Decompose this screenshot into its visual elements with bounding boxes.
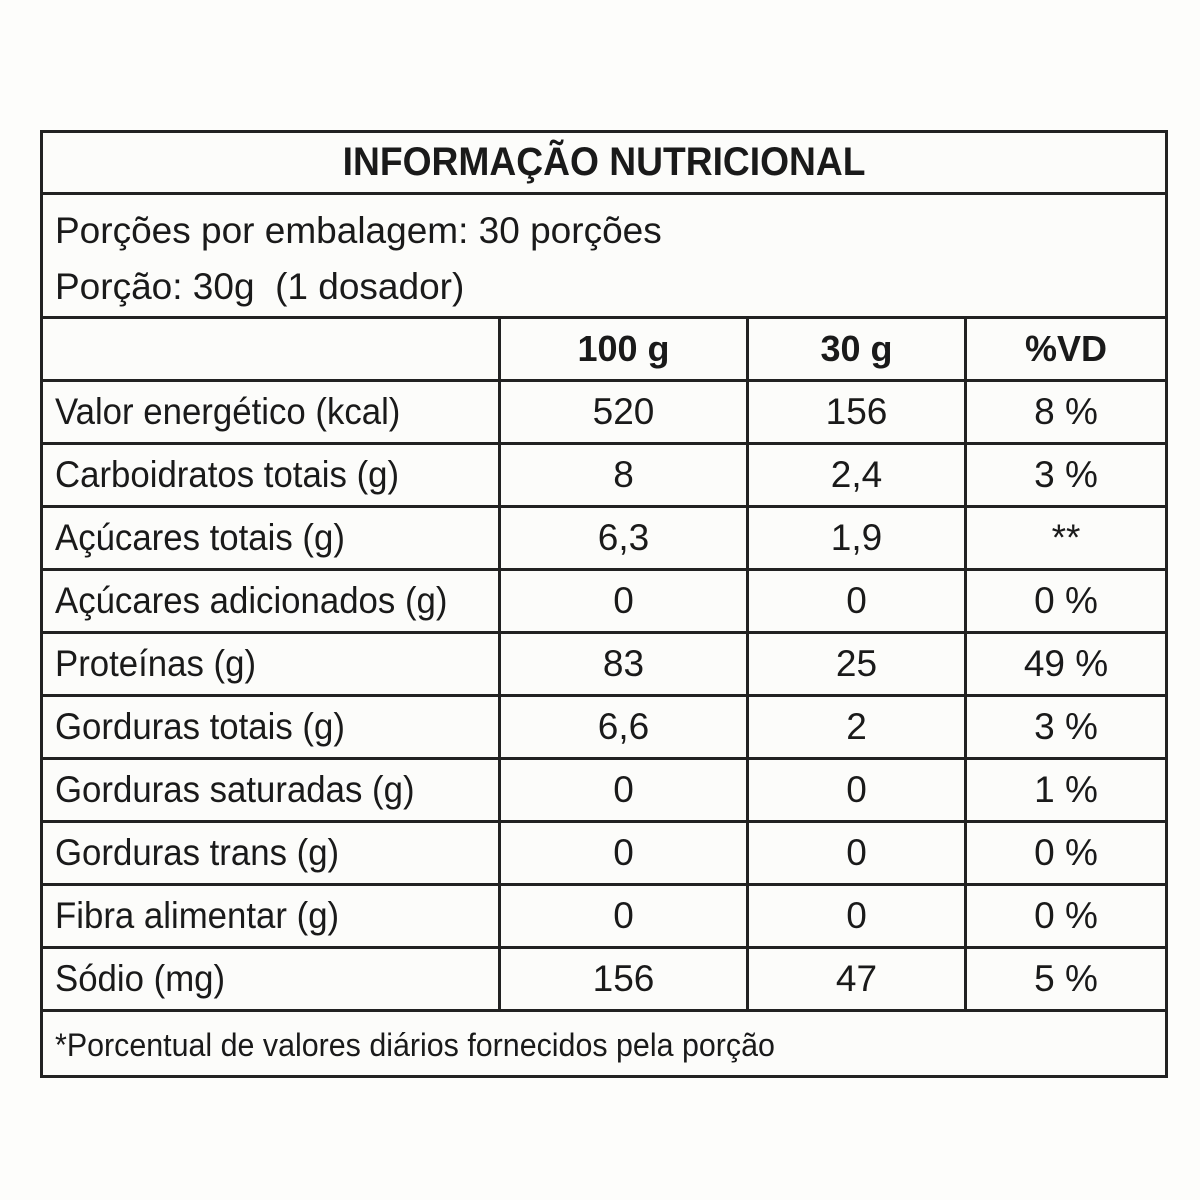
portion-info — [43, 195, 1165, 319]
table-row — [43, 697, 1165, 760]
value-dv: 0 % — [1034, 832, 1098, 873]
header-dv: %VD — [1024, 328, 1108, 369]
value-per-30g: 25 — [749, 634, 967, 694]
value-dv: 1 % — [1034, 769, 1098, 810]
nutrient-name-text: Gorduras trans (g) — [55, 832, 340, 873]
value-per-100g: 0 — [501, 823, 749, 883]
value-dv: 49 % — [1023, 643, 1109, 684]
value-per-30g: 0 — [749, 571, 967, 631]
serving-size: Porção: 30g (1 dosador) — [55, 266, 465, 307]
value-dv: ** — [1051, 517, 1081, 558]
value-per-30g: 156 — [749, 382, 967, 442]
value-per-30g: 47 — [749, 949, 967, 1009]
nutrient-name-text: Gorduras saturadas (g) — [55, 769, 415, 810]
table-row — [43, 760, 1165, 823]
nutrient-name — [43, 760, 501, 820]
header-per-100g: 100 g — [501, 319, 749, 379]
value-per-100g: 6,3 — [501, 508, 749, 568]
nutrient-name — [43, 445, 501, 505]
value-dv: 5 % — [1034, 958, 1098, 999]
nutrient-name — [43, 823, 501, 883]
nutrient-name-text: Gorduras totais (g) — [55, 706, 345, 747]
nutrient-name — [43, 634, 501, 694]
nutrient-name — [43, 697, 501, 757]
servings-per-package: Porções por embalagem: 30 porções — [55, 210, 662, 251]
nutrient-name — [43, 949, 501, 1009]
nutrient-name — [43, 571, 501, 631]
header-nutrient — [43, 319, 501, 379]
table-row — [43, 382, 1165, 445]
value-dv: 3 % — [1034, 706, 1098, 747]
value-dv: 8 % — [1034, 391, 1098, 432]
title-row — [43, 133, 1165, 195]
table-header-row — [43, 319, 1165, 382]
value-per-100g: 0 — [501, 571, 749, 631]
footnote-row — [43, 1015, 1165, 1075]
nutrient-name-text: Sódio (mg) — [55, 958, 226, 999]
value-per-30g: 0 — [749, 886, 967, 946]
value-per-100g: 0 — [501, 760, 749, 820]
value-dv: 0 % — [1034, 580, 1098, 621]
table-row — [43, 949, 1165, 1012]
footnote: *Porcentual de valores diários fornecidos pela porção — [55, 1026, 775, 1063]
nutrient-name-text: Açúcares totais (g) — [55, 517, 345, 558]
nutrient-name-text: Valor energético (kcal) — [55, 391, 401, 432]
value-per-30g: 2 — [749, 697, 967, 757]
label-title: INFORMAÇÃO NUTRICIONAL — [342, 140, 866, 184]
nutrient-name-text: Fibra alimentar (g) — [55, 895, 340, 936]
nutrient-name — [43, 886, 501, 946]
value-per-30g: 0 — [749, 823, 967, 883]
nutrition-facts-label — [40, 130, 1168, 1078]
value-per-100g: 0 — [501, 886, 749, 946]
value-per-100g: 8 — [501, 445, 749, 505]
value-per-100g: 156 — [501, 949, 749, 1009]
value-per-100g: 83 — [501, 634, 749, 694]
header-per-30g: 30 g — [749, 319, 967, 379]
value-per-30g: 2,4 — [749, 445, 967, 505]
table-row — [43, 571, 1165, 634]
nutrition-table — [43, 319, 1165, 1015]
value-dv: 0 % — [1034, 895, 1098, 936]
value-per-100g: 6,6 — [501, 697, 749, 757]
table-row — [43, 445, 1165, 508]
nutrient-name — [43, 382, 501, 442]
nutrient-name — [43, 508, 501, 568]
nutrient-name-text: Açúcares adicionados (g) — [55, 580, 448, 621]
value-per-100g: 520 — [501, 382, 749, 442]
table-body — [43, 382, 1165, 1012]
table-row — [43, 886, 1165, 949]
nutrient-name-text: Carboidratos totais (g) — [55, 454, 400, 495]
value-per-30g: 0 — [749, 760, 967, 820]
value-per-30g: 1,9 — [749, 508, 967, 568]
table-row — [43, 508, 1165, 571]
value-dv: 3 % — [1034, 454, 1098, 495]
table-row — [43, 823, 1165, 886]
nutrient-name-text: Proteínas (g) — [55, 643, 257, 684]
table-row — [43, 634, 1165, 697]
